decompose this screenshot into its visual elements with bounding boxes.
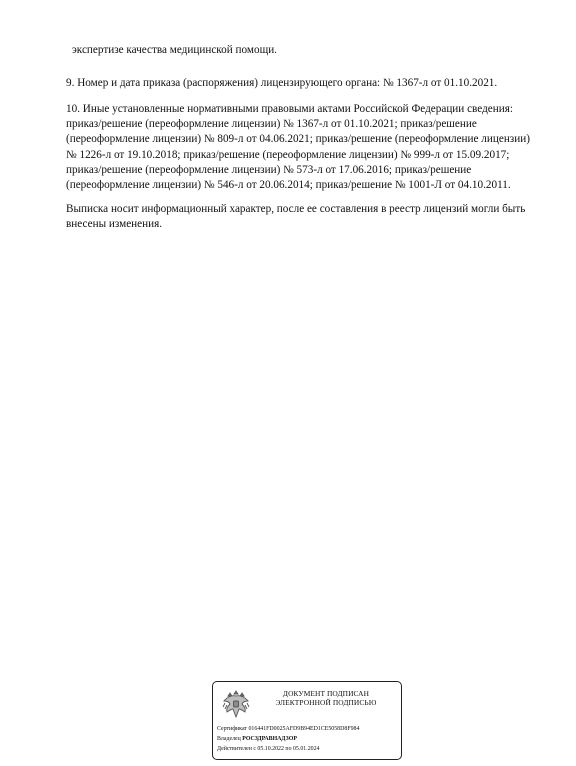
electronic-signature-stamp xyxy=(212,681,402,760)
certificate-value: 016441FD0025AFD9B94ED1CE5058D8F984 xyxy=(248,726,360,732)
stamp-owner-row xyxy=(217,736,297,743)
stamp-title-line: ЭЛЕКТРОННОЙ ПОДПИСЬЮ xyxy=(275,698,377,707)
item-9-line: 9. Номер и дата приказа (распоряжения) лицензирующего органа: № 1367-л от 01.10.2021. xyxy=(66,77,498,89)
item-10-line: № 1226-л от 19.10.2018; приказ/решение (переоформление лицензии) № 999-л от 15.09.2017; xyxy=(66,148,510,161)
intro-paragraph xyxy=(72,43,562,58)
validity-text: Действителен с 05.10.2022 по 05.01.2024 xyxy=(217,746,320,752)
item-10-line: приказ/решение (переоформление лицензии) № 1367-л от 01.10.2021; приказ/решение xyxy=(66,118,477,131)
intro-line: экспертизе качества медицинской помощи. xyxy=(72,44,277,56)
coat-of-arms-icon xyxy=(221,688,251,720)
note-line: внесены изменения. xyxy=(66,218,163,231)
item-10-line: (переоформление лицензии) № 809-л от 04.06.2021; приказ/решение (переоформление лицензии) xyxy=(66,133,530,146)
note-line: Выписка носит информационный характер, после ее составления в реестр лицензий могли быть xyxy=(66,203,526,215)
certificate-label: Сертификат xyxy=(217,726,247,732)
stamp-title xyxy=(255,689,397,707)
item-9-paragraph xyxy=(66,76,556,91)
item-10-line: приказ/решение (переоформление лицензии) № 573-л от 17.06.2016; приказ/решение xyxy=(66,163,472,176)
item-10-line: (переоформление лицензии) № 546-л от 20.06.2014; приказ/решение № 1001-Л от 04.10.2011. xyxy=(66,179,511,192)
stamp-certificate-row xyxy=(217,726,359,733)
item-10-line: 10. Иные установленные нормативными правовыми актами Российской Федерации сведения: xyxy=(66,103,513,115)
stamp-validity-row xyxy=(217,746,320,753)
owner-value: РОСЗДРАВНАДЗОР xyxy=(242,736,297,742)
owner-label: Владелец xyxy=(217,736,241,742)
item-10-paragraph xyxy=(66,102,556,193)
note-paragraph xyxy=(66,202,556,232)
stamp-title-line: ДОКУМЕНТ ПОДПИСАН xyxy=(282,689,370,698)
